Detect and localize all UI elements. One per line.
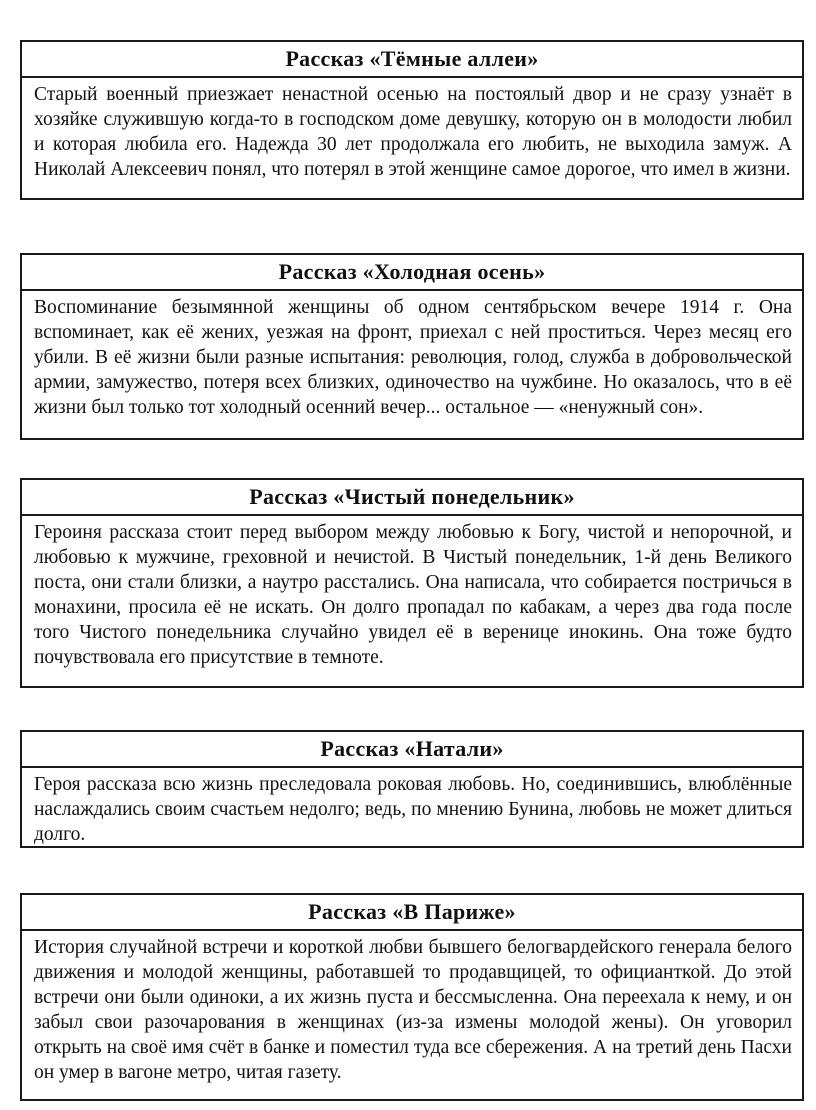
story-card-chisty-ponedelnik bbox=[20, 478, 804, 688]
story-card-kholodnaya-osen bbox=[20, 253, 804, 440]
story-card-natali bbox=[20, 730, 804, 848]
story-summary: Воспоминание безымянной женщины об одном сентябрьском вечере 1914 г. Она вспоминает, как её жених, уезжая на фронт, приехал с ней проститься. Через месяц его убили. В её жизни были разные испытания: революция, голод, служба в добровольческой армии, замужество, потеря всех близких, одиночество на чужбине. Но оказалось, что в её жизни был только тот холодный осенний вечер... остальное — «ненужный сон». bbox=[34, 297, 792, 418]
story-summary: Старый военный приезжает ненастной осенью на постоялый двор и не сразу узнаёт в хозяйке служившую когда-то в господском доме девушку, которую он в молодости любил и которая любила его. Надежда 30 лет продолжала его любить, не выходила замуж. А Николай Алексеевич понял, что потерял в этой женщине самое дорогое, что имел в жизни. bbox=[34, 84, 792, 180]
story-summary: История случайной встречи и короткой любви бывшего белогвардейского генерала белого движения и молодой женщины, работавшей то продавщицей, то официанткой. До этой встречи они были одиноки, а их жизнь пуста и бессмысленна. Она переехала к нему, и он забыл свои разочарования в женщинах (из-за измены молодой жены). Он уговорил открыть на своё имя счёт в банке и поместил туда все сбережения. А на третий день Пасхи он умер в вагоне метро, читая газету. bbox=[34, 937, 792, 1083]
story-title: Рассказ «Чистый понедельник» bbox=[22, 480, 802, 516]
story-card-v-parizhe bbox=[20, 893, 804, 1101]
story-summary: Героя рассказа всю жизнь преследовала роковая любовь. Но, соединившись, влюблённые наслаждались своим счастьем недолго; ведь, по мнению Бунина, любовь не может длиться долго. bbox=[34, 774, 792, 845]
story-card-temnye-allei bbox=[20, 40, 804, 200]
story-title: Рассказ «Тёмные аллеи» bbox=[22, 42, 802, 78]
story-title: Рассказ «Холодная осень» bbox=[22, 255, 802, 291]
story-title: Рассказ «В Париже» bbox=[22, 895, 802, 931]
story-title: Рассказ «Натали» bbox=[22, 732, 802, 768]
story-summary: Героиня рассказа стоит перед выбором между любовью к Богу, чистой и непорочной, и любовью к мужчине, греховной и нечистой. В Чистый понедельник, 1-й день Великого поста, они стали близки, а наутро расстались. Она написала, что собирается постричься в монахини, просила её не искать. Он долго пропадал по кабакам, а через два года после того Чистого понедельника случайно увидел её в веренице инокинь. Она тоже будто почувствовала его присутствие в темноте. bbox=[34, 522, 792, 668]
